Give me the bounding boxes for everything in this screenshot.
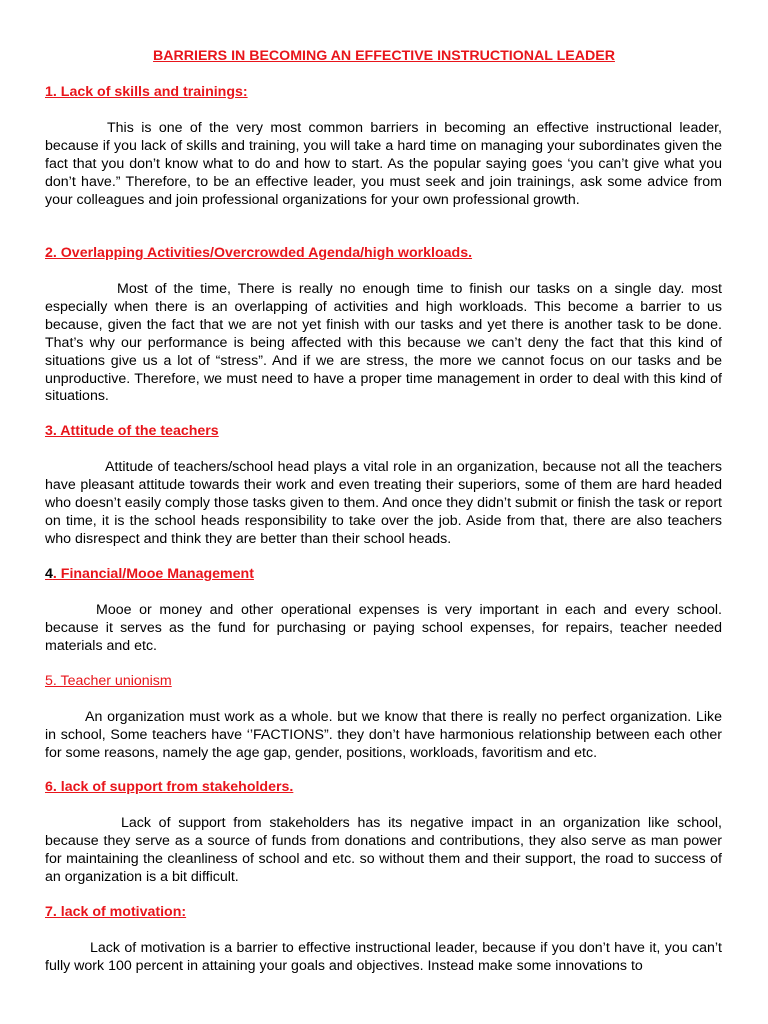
section-2-heading: 2. Overlapping Activities/Overcrowded Agenda/high workloads. — [45, 245, 473, 261]
section-6-body: Lack of support from stakeholders has its negative impact in an organization like school, because they serve as a source of funds from donations and contributions, they also serve as man power for maintaining the cleanliness of school and etc. so without them and their support, the road to success of an organization is a bit difficult. — [45, 815, 722, 885]
section-1-heading: 1. Lack of skills and trainings: — [45, 84, 248, 100]
section-5-body: An organization must work as a whole. but we know that there is really no perfect organization. Like in school, Some teachers have ‘’FACTIONS”. they don’t have harmonious relationship between each other for some reasons, namely the age gap, gender, positions, workloads, favoritism and etc. — [45, 709, 722, 761]
section-2-body: Most of the time, There is really no enough time to finish our tasks on a single day. most especially when there is an overlapping of activities and high workloads. This become a barrier to us because, given the fact that we are not yet finish with our tasks and yet there is another task to be done. That’s why our performance is being affected with this because we can’t deny the fact that this kind of situations give us a lot of “stress”. And if we are stress, the more we cannot focus on our tasks and be unproductive. Therefore, we must need to have a proper time management in order to deal with this kind of situations. — [45, 281, 722, 405]
section-5-heading: 5. Teacher unionism — [45, 673, 172, 689]
section-7-heading: 7. lack of motivation: — [45, 904, 187, 920]
section-3-heading: 3. Attitude of the teachers — [45, 423, 219, 439]
section-1-body: This is one of the very most common barriers in becoming an effective instructional leader, because if you lack of skills and training, you will take a hard time on managing your subordinates given the fact that you don’t know what to do and how to start. As the popular saying goes ‘you can’t give what you don’t have.” Therefore, to be an effective leader, you must seek and join trainings, ask some advice from your colleagues and join professional organizations for your own professional growth. — [45, 120, 722, 208]
section-3-body: Attitude of teachers/school head plays a vital role in an organization, because not all the teachers have pleasant attitude towards their work and even treating their superiors, some of them are hard headed who doesn’t easily comply those tasks given to them. And once they didn’t submit or finish the task or report on time, it is the school heads responsibility to take over the job. Aside from that, there are also teachers who disrespect and think they are better than their school heads. — [45, 459, 722, 547]
section-7-body: Lack of motivation is a barrier to effective instructional leader, because if you don’t have it, you can’t fully work 100 percent in attaining your goals and objectives. Instead make some innovations to — [45, 940, 722, 974]
section-4-heading-text: . Financial/Mooe Management — [52, 566, 254, 582]
document-title: BARRIERS IN BECOMING AN EFFECTIVE INSTRUCTIONAL LEADER — [153, 48, 615, 64]
section-4-body: Mooe or money and other operational expenses is very important in each and every school. because it serves as the fund for purchasing or paying school expenses, for repairs, teacher needed materials and etc. — [45, 602, 722, 654]
section-6-heading: 6. lack of support from stakeholders. — [45, 779, 294, 795]
section-4-heading-prefix: 4 — [45, 566, 53, 582]
section-4-heading — [45, 566, 254, 584]
